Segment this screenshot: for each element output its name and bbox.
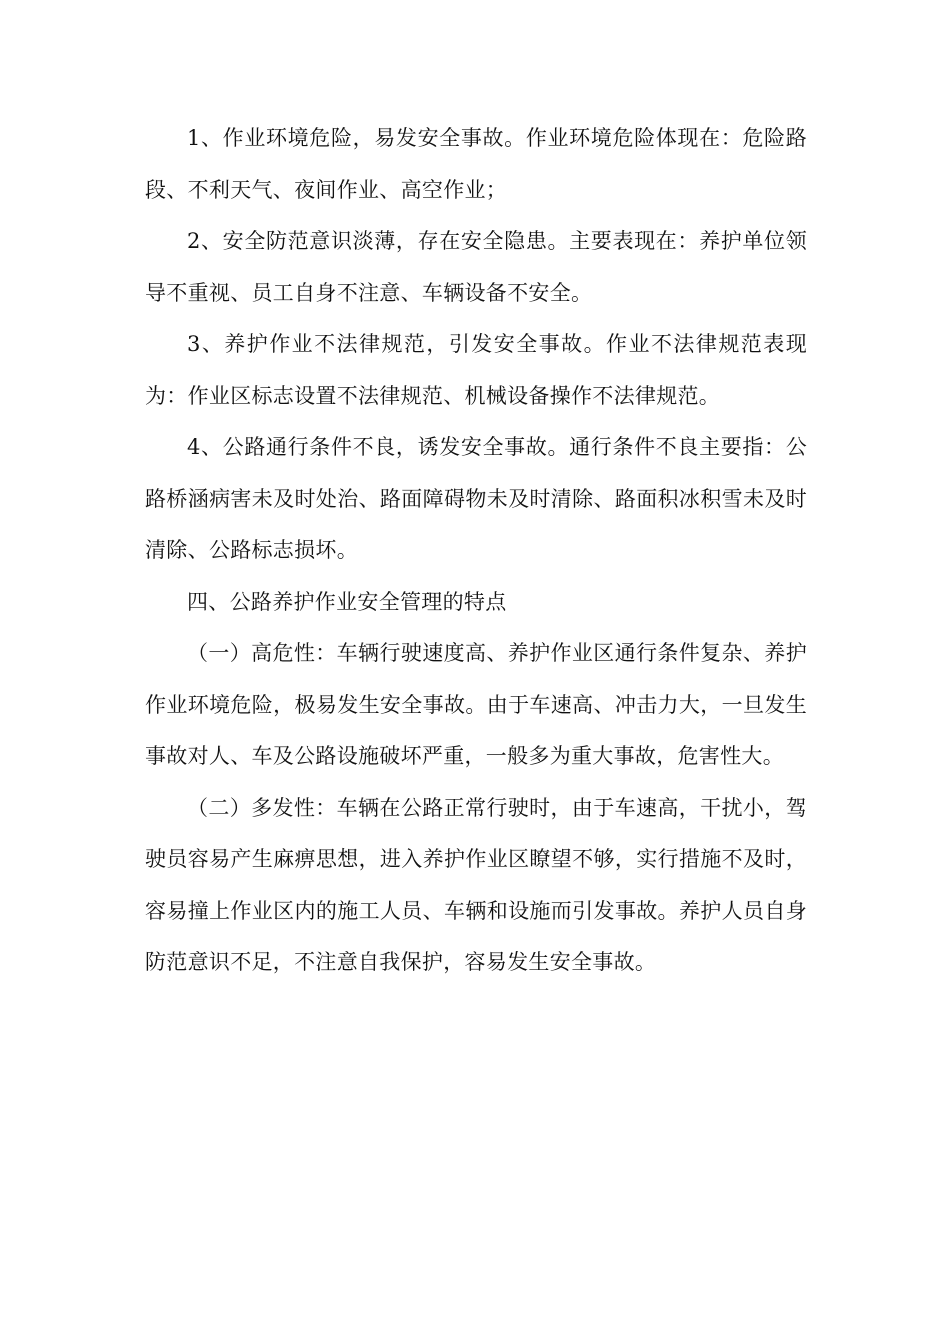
subsection-high-risk: （一）高危性：车辆行驶速度高、养护作业区通行条件复杂、养护作业环境危险，极易发生安全事故。由于车速高、冲击力大，一旦发生事故对人、车及公路设施破坏严重，一般多为重大事故，危害性大。 xyxy=(145,641,807,768)
document-body xyxy=(145,113,807,989)
paragraph-work-environment: 1、作业环境危险，易发安全事故。作业环境危险体现在：危险路段、不利天气、夜间作业、高空作业； xyxy=(145,126,807,202)
paragraph-road-conditions: 4、公路通行条件不良，诱发安全事故。通行条件不良主要指：公路桥涵病害未及时处治、路面障碍物未及时清除、路面积冰积雪未及时清除、公路标志损坏。 xyxy=(145,435,807,562)
subsection-frequent-occurrence: （二）多发性：车辆在公路正常行驶时，由于车速高，干扰小，驾驶员容易产生麻痹思想，进入养护作业区瞭望不够，实行措施不及时，容易撞上作业区内的施工人员、车辆和设施而引发事故。养护人员自身防范意识不足，不注意自我保护，容易发生安全事故。 xyxy=(145,795,807,974)
paragraph-work-standards: 3、养护作业不法律规范，引发安全事故。作业不法律规范表现为：作业区标志设置不法律规范、机械设备操作不法律规范。 xyxy=(145,332,807,408)
section-heading: 四、公路养护作业安全管理的特点 xyxy=(187,589,507,614)
paragraph-safety-awareness: 2、安全防范意识淡薄，存在安全隐患。主要表现在：养护单位领导不重视、员工自身不注意、车辆设备不安全。 xyxy=(145,229,807,305)
